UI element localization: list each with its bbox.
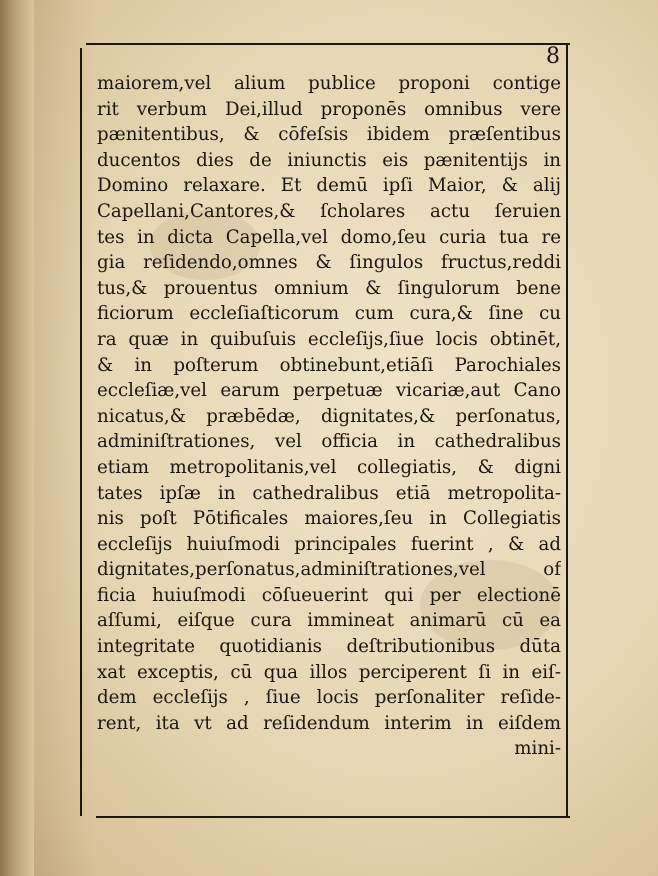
text-line: pænitentibus, & cōfeſsis ibidem præſentibus xyxy=(97,124,561,146)
text-line: maiorem,vel alium publice proponi contige xyxy=(97,73,561,94)
text-line: nicatus,& præbēdæ, dignitates,& perſonatus, xyxy=(97,405,561,427)
text-line: xat exceptis, cū qua illos perciperent ſi in eiſ- xyxy=(97,661,561,683)
text-line: ficiorum eccleſiaſticorum cum cura,& ſine cu xyxy=(97,303,561,325)
text-line: adminiſtrationes, vel officia in cathedralibus xyxy=(97,431,561,453)
text-line: & in poſterum obtinebunt,etiāſi Parochiales xyxy=(97,354,561,376)
text-line: tus,& prouentus omnium & ſingulorum bene xyxy=(97,277,561,299)
text-line: ra quæ in quibuſuis eccleſijs,ſiue locis obtinēt, xyxy=(97,328,561,350)
text-line: ficia huiuſmodi cōſueuerint qui per electionē xyxy=(97,584,561,606)
text-line: dem eccleſijs , ſiue locis perſonaliter reſide- xyxy=(97,687,561,709)
text-line: gia reſidendo,omnes & ſingulos fructus,reddi xyxy=(97,252,561,274)
body-text xyxy=(97,71,561,762)
text-line: tes in dicta Capella,vel domo,ſeu curia tua re xyxy=(97,226,561,248)
frame-rule-top xyxy=(86,43,570,45)
text-line: rit verbum Dei,illud proponēs omnibus vere xyxy=(97,98,561,120)
frame-rule-left xyxy=(80,48,82,816)
text-line: Capellani,Cantores,& ſcholares actu ſeruien xyxy=(97,200,561,222)
text-line: ducentos dies de iniunctis eis pænitentijs in xyxy=(97,149,561,171)
text-line: rent, ita vt ad reſidendum interim in eiſdem xyxy=(97,712,561,734)
frame-rule-right xyxy=(566,43,568,816)
frame-rule-bottom xyxy=(96,816,570,818)
text-line: etiam metropolitanis,vel collegiatis, & digni xyxy=(97,456,561,478)
text-line: integritate quotidianis deſtributionibus dūta xyxy=(97,636,561,658)
text-line: eccleſiæ,vel earum perpetuæ vicariæ,aut Cano xyxy=(97,380,561,402)
text-line: dignitates,perſonatus,adminiſtrationes,vel of xyxy=(97,559,561,581)
catchword: mini- xyxy=(514,738,561,760)
page-number: 8 xyxy=(546,44,560,69)
text-line: nis poſt Pōtificales maiores,ſeu in Collegiatis xyxy=(97,508,561,530)
gutter-shadow xyxy=(34,0,94,876)
text-line: Domino relaxare. Et demū ipſi Maior, & alij xyxy=(97,175,561,197)
binding-gutter xyxy=(0,0,34,876)
text-line: aſſumi, eiſque cura immineat animarū cū ea xyxy=(97,610,561,632)
text-line: eccleſijs huiuſmodi principales fuerint , & ad xyxy=(97,533,561,555)
text-line: tates ipſæ in cathedralibus etiā metropolita- xyxy=(97,482,561,504)
